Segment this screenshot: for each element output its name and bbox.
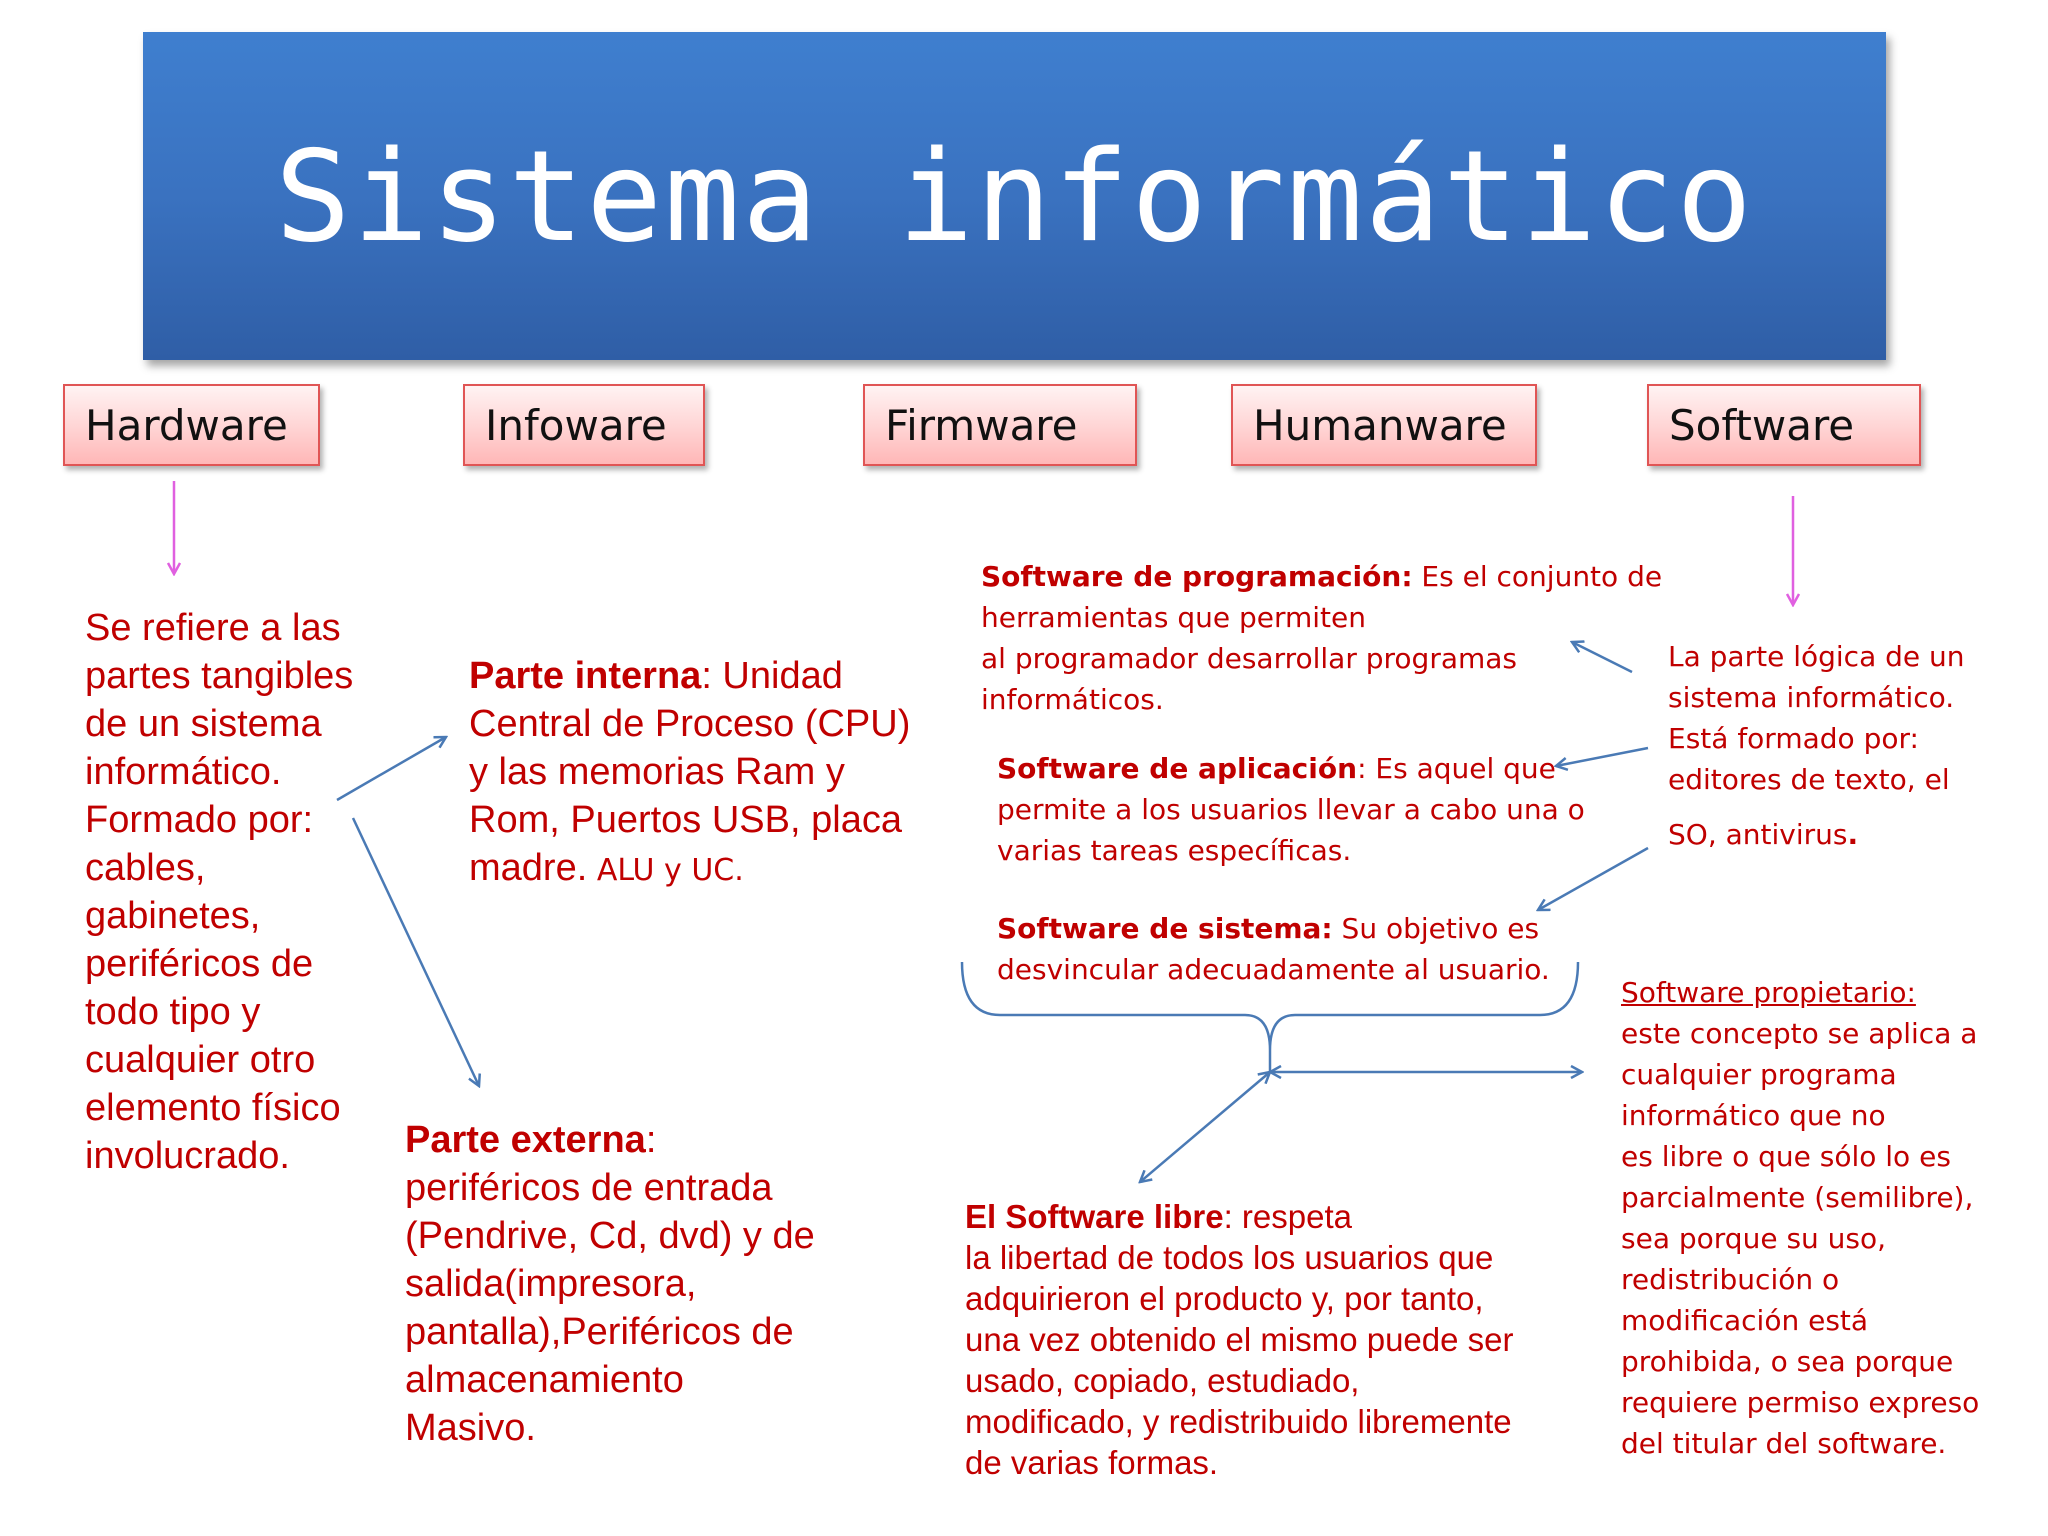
category-humanware: Humanware <box>1231 384 1537 466</box>
sw-programacion-title: Software de programación: <box>981 560 1413 593</box>
hardware-description: Se refiere a las partes tangibles de un sistema informático. Formado por: cables, gabinetes, periféricos de todo tipo y cualquier otro elemento físico involucrado. <box>85 607 354 1177</box>
arrow-to-parte-interna <box>337 737 446 800</box>
sw-libre-text: El Software libre: respeta la libertad de todos los usuarios que adquirieron el producto y, por tanto, una vez obtenido el mismo puede ser usado, copiado, estudiado, modificado, y redistribuido libremente de varias formas. <box>965 1198 1514 1481</box>
parte-interna-title: Parte interna <box>469 655 702 697</box>
parte-externa-title: Parte externa <box>405 1119 646 1161</box>
sw-aplicacion-title: Software de aplicación <box>997 752 1358 785</box>
category-firmware: Firmware <box>863 384 1137 466</box>
sw-propietario-title: Software propietario: <box>1621 976 1916 1009</box>
sw-sistema-text: Software de sistema: Su objetivo es desvincular adecuadamente al usuario. <box>997 912 1550 986</box>
parte-interna-text: Parte interna: Unidad Central de Proceso (CPU) y las memorias Ram y Rom, Puertos USB, placa madre. ALU y UC. <box>469 655 911 889</box>
parte-externa-text: Parte externa: periféricos de entrada (Pendrive, Cd, dvd) y de salida(impresora, pantalla),Periféricos de almacenamiento Masivo. <box>405 1119 815 1449</box>
sw-programacion-text: Software de programación: Es el conjunto de herramientas que permiten al programador desarrollar programas informáticos. <box>981 560 1663 716</box>
sw-propietario-text: Software propietario: este concepto se aplica a cualquier programa informático que no es libre o que sólo lo es parcialmente (semilibre), sea porque su uso, redistribución o modificación está prohibida, o sea porque requiere permiso expreso del titular del software. <box>1621 972 1979 1464</box>
arrow-to-sw-libre <box>1140 1072 1270 1182</box>
page-title: Sistema informático <box>274 122 1755 270</box>
category-software: Software <box>1647 384 1921 466</box>
category-hardware: Hardware <box>63 384 320 466</box>
sw-sistema-title: Software de sistema: <box>997 912 1333 945</box>
arrow-to-parte-externa <box>353 818 479 1086</box>
category-infoware: Infoware <box>463 384 705 466</box>
sw-aplicacion-text: Software de aplicación: Es aquel que permite a los usuarios llevar a cabo una o varias tareas específicas. <box>997 752 1585 867</box>
software-definition: La parte lógica de un sistema informático. Está formado por: editores de texto, el SO, antivirus. <box>1668 640 1965 851</box>
sw-libre-title: El Software libre <box>965 1198 1224 1235</box>
